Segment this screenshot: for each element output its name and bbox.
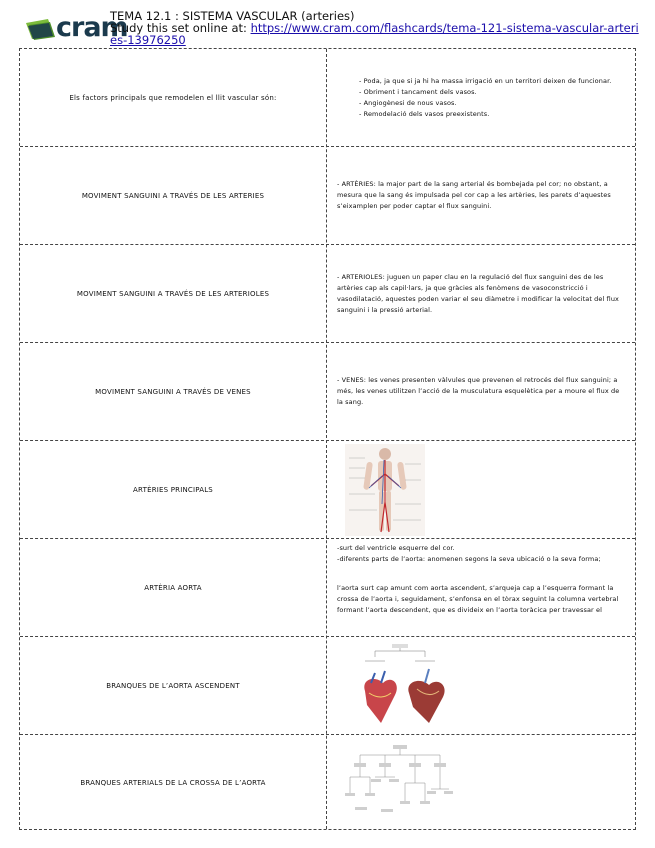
- heart-coronary-arteries-figure: [345, 643, 455, 729]
- card-answer: [327, 245, 635, 342]
- card-answer: [327, 637, 635, 734]
- list-item: - Poda, ja que si ja hi ha massa irrigació en un territori deixen de funcionar.: [359, 76, 611, 87]
- answer-line: -diferents parts de l’aorta: anomenen segons la seva ubicació o la seva forma;: [337, 555, 601, 563]
- study-url-link[interactable]: https://www.cram.com/flashcards/tema-121-sistema-vascular-arteries-13976250: [110, 21, 639, 47]
- flashcard-table: [19, 48, 636, 830]
- card-row: [20, 245, 635, 343]
- card-question: BRANQUES ARTERIALS DE LA CROSSA DE L’AORTA: [80, 779, 266, 787]
- card-row: [20, 637, 635, 735]
- card-question: ARTÈRIA AORTA: [144, 583, 202, 592]
- cram-logo-icon: [24, 17, 58, 41]
- answer-text: - VENES: les venes presenten vàlvules que prevenen el retrocés del flux sanguini; a més, les venes utilitzen l’acció de la musculatura esquelètica per a moure el flux de la sang.: [337, 376, 620, 406]
- answer-text: - ARTERIOLES: juguen un paper clau en la regulació del flux sanguini des de les artèries cap als capil·lars, ja que gràcies als fenòmens de vasoconstricció i vasodilatació, aquestes poden variar el seu diàmetre i modificar la velocitat del flux sanguini i la pressió arterial.: [337, 272, 619, 314]
- card-answer: [327, 539, 635, 636]
- card-question: Els factors principals que remodelen el llit vascular són:: [69, 93, 277, 102]
- card-row: [20, 539, 635, 637]
- study-online-line: [110, 22, 642, 46]
- card-row: [20, 49, 635, 147]
- study-prefix: Study this set online at:: [110, 21, 251, 35]
- list-item: - Obriment i tancament dels vasos.: [359, 87, 611, 98]
- card-question: BRANQUES DE L’AORTA ASCENDENT: [106, 681, 240, 690]
- card-row: [20, 735, 635, 831]
- card-row: [20, 343, 635, 441]
- card-row: [20, 147, 635, 245]
- card-answer: [327, 49, 635, 146]
- card-answer: [327, 441, 635, 538]
- card-answer: [327, 343, 635, 440]
- set-title: TEMA 12.1 : SISTEMA VASCULAR (arteries): [110, 9, 355, 23]
- answer-line: -surt del ventricle esquerre del cor.: [337, 544, 455, 552]
- answer-text: - ARTÈRIES: la major part de la sang arterial és bombejada pel cor; no obstant, a mesura que la sang és impulsada pel cor cap a les artèries, les parets d’aquestes s’eixamplen per poder captar el flux sanguini.: [337, 180, 611, 210]
- cram-logo-text: cram: [56, 12, 128, 43]
- card-answer: [327, 735, 635, 831]
- cram-logo[interactable]: [22, 12, 128, 45]
- answer-list: [341, 76, 611, 120]
- card-answer: [327, 147, 635, 244]
- list-item: - Remodelació dels vasos preexistents.: [359, 109, 611, 120]
- card-question: ARTÈRIES PRINCIPALS: [133, 485, 213, 494]
- list-item: - Angiogènesi de nous vasos.: [359, 98, 611, 109]
- page-header: [22, 10, 642, 48]
- answer-paragraph: l’aorta surt cap amunt com aorta ascendent, s’arqueja cap a l’esquerra formant la crossa de l’aorta i, seguidament, s’enfonsa en el tòrax seguint la columna vertebral formant l’aorta descendent, que es divideix en l’aorta toràcica per travessar el: [337, 584, 619, 614]
- card-question: MOVIMENT SANGUINI A TRAVÉS DE LES ARTERIES: [81, 191, 265, 200]
- aortic-arch-branches-diagram: [345, 743, 455, 823]
- card-question: MOVIMENT SANGUINI A TRAVÉS DE LES ARTERIOLES: [76, 289, 270, 298]
- human-circulatory-system-figure: [345, 444, 425, 536]
- card-row: [20, 441, 635, 539]
- card-question: MOVIMENT SANGUINI A TRAVÉS DE VENES: [95, 387, 251, 396]
